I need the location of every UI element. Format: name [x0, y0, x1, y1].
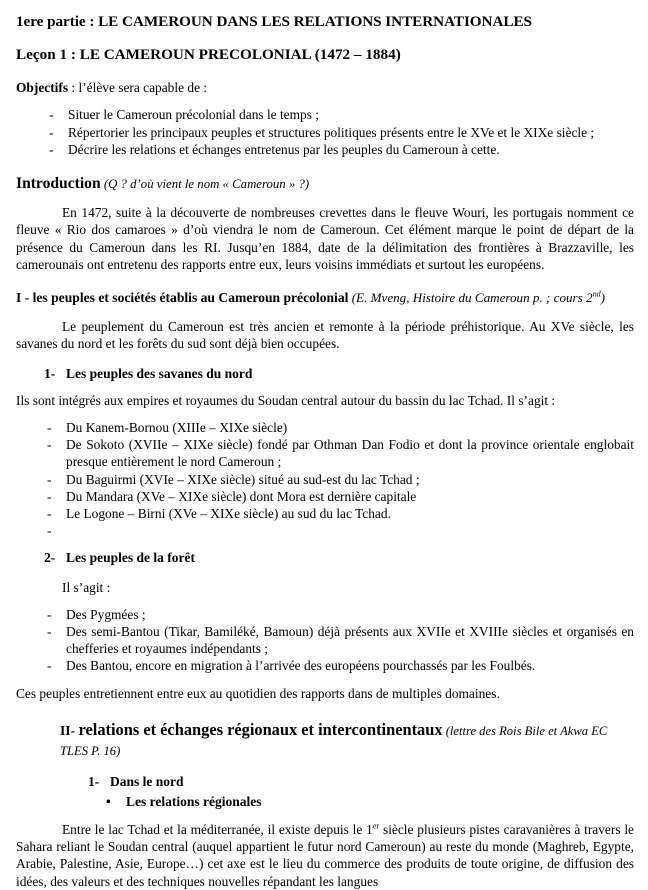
part-title: 1ere partie : LE CAMEROUN DANS LES RELATIONS INTERNATIONALES — [16, 13, 532, 30]
list-item: - Du Mandara (XVe – XIXe siècle) dont Mora est dernière capitale — [16, 488, 634, 505]
paragraph-superscript: er — [372, 821, 380, 831]
introduction-heading-note: (Q ? d’où vient le nom « Cameroun » ?) — [100, 176, 310, 191]
section-one-title: les peuples et sociétés établis au Cameroun précolonial — [32, 290, 349, 306]
section-one-sub2-list — [16, 606, 634, 674]
section-two-title: relations et échanges régionaux et intercontinentaux — [78, 719, 443, 739]
list-item: - Le Logone – Birni (XVe – XIXe siècle) au sud du lac Tchad. — [16, 505, 634, 522]
section-two-heading — [60, 720, 634, 760]
bullet-dot-icon: • — [106, 793, 111, 809]
introduction-heading — [16, 174, 634, 193]
lesson-title: Leçon 1 : LE CAMEROUN PRECOLONIAL (1472 – 1884) — [16, 46, 401, 63]
section-one-numeral: I - — [16, 290, 33, 306]
list-item: - De Sokoto (XVIIe – XIXe siècle) fondé par Othman Dan Fodio et dont la province orientale englobait presque entièrement le nord Cameroun ; — [16, 436, 634, 470]
section-two-sub1-bullet-title: Les relations régionales — [126, 793, 262, 809]
section-two-numeral: II- — [60, 722, 79, 738]
section-one-sub2-heading — [16, 550, 634, 567]
section-two-sub1-heading — [16, 774, 634, 791]
list-item: - Situer le Cameroun précolonial dans le temps ; — [16, 106, 634, 123]
list-item-empty — [16, 522, 634, 536]
section-one-sub1-title: Les peuples des savanes du nord — [66, 366, 253, 382]
list-item: - Répertorier les principaux peuples et structures politiques présents entre le XVe et le XIXe siècle ; — [16, 124, 634, 141]
section-two-note: (lettre des Rois Bile et Akwa EC TLES P. 16) — [60, 723, 608, 758]
section-one-sub1-lead: Ils sont intégrés aux empires et royaumes du Soudan central autour du bassin du lac Tchad. Il s’agit : — [16, 393, 556, 409]
paragraph-text-after: siècle plusieurs pistes caravanières à travers le Sahara reliant le Soudan central (auquel appartient le futur nord Cameroun) au reste du monde (Maghreb, Egypte, Arabie, Palestine, Asie, Europe…) cet axe est le lieu du commerce des produits de toute origine, de diffusion des idées, des valeurs et des techniques nouvelles répandant les langues — [16, 822, 634, 889]
section-one-sub1-number: 1- — [44, 366, 56, 382]
objectives-list — [16, 106, 634, 157]
list-item: - Du Kanem-Bornou (XIIIe – XIXe siècle) — [16, 419, 634, 436]
objectives-lead: : l’élève sera capable de : — [68, 80, 208, 95]
section-one-note-before: (E. Mveng, Histoire du Cameroun p. ; cours 2 — [348, 290, 593, 306]
list-item: - Des Pygmées ; — [16, 606, 634, 623]
list-item: - Du Baguirmi (XVIe – XIXe siècle) situé au sud-est du lac Tchad ; — [16, 471, 634, 488]
section-one-sub2-lead: Il s’agit : — [62, 579, 111, 595]
section-one-sub1-heading — [16, 366, 634, 383]
list-item: - Décrire les relations et échanges entretenus par les peuples du Cameroun à cette. — [16, 141, 634, 158]
section-one-note-sup: nd — [592, 289, 601, 299]
section-one-sub2-number: 2- — [44, 549, 56, 565]
list-item: - Des semi-Bantou (Tikar, Bamiléké, Bamoun) déjà présents aux XVIIe et XVIIIe siècles et organisés en chefferies et royaumes indépendants ; — [16, 623, 634, 657]
list-item: - Des Bantou, encore en migration à l’arrivée des européens pourchassés par les Foulbés. — [16, 657, 634, 674]
section-two-sub1-number: 1- — [88, 773, 100, 789]
section-one-note-after: ) — [600, 290, 606, 306]
section-one-sub1-list — [16, 419, 634, 535]
section-one-closing-paragraph: Ces peuples entretiennent entre eux au quotidien des rapports dans de multiples domaines. — [16, 686, 500, 702]
section-two-sub1-title: Dans le nord — [110, 773, 184, 789]
introduction-heading-text: Introduction — [16, 174, 101, 192]
section-two-sub1-paragraph — [16, 821, 634, 890]
objectives-label: Objectifs — [16, 80, 69, 95]
introduction-paragraph: En 1472, suite à la découverte de nombreuses crevettes dans le fleuve Wouri, les portugais nomment ce fleuve « Rio dos camaroes » d’où viendra le nom de Cameroun. Cet élément marque le point de départ de la présence du Cameroun dans les RI. Jusqu’en 1884, date de la délimitation des frontières à Brazzaville, les camerounais ont entretenu des rapports entre eux, leurs voisins immédiats et surtout les européens. — [16, 205, 634, 272]
section-one-sub2-title: Les peuples de la forêt — [66, 549, 195, 565]
section-two-sub1-bullet-heading — [16, 793, 634, 811]
paragraph-text-before: Entre le lac Tchad et la méditerranée, il existe depuis le 1 — [62, 822, 373, 838]
section-one-heading — [16, 289, 634, 307]
section-one-intro-paragraph: Le peuplement du Cameroun est très ancien et remonte à la période préhistorique. Au XVe siècle, les savanes du nord et les forêts du sud sont déjà bien occupées. — [16, 318, 634, 351]
objectives-line — [16, 79, 634, 96]
